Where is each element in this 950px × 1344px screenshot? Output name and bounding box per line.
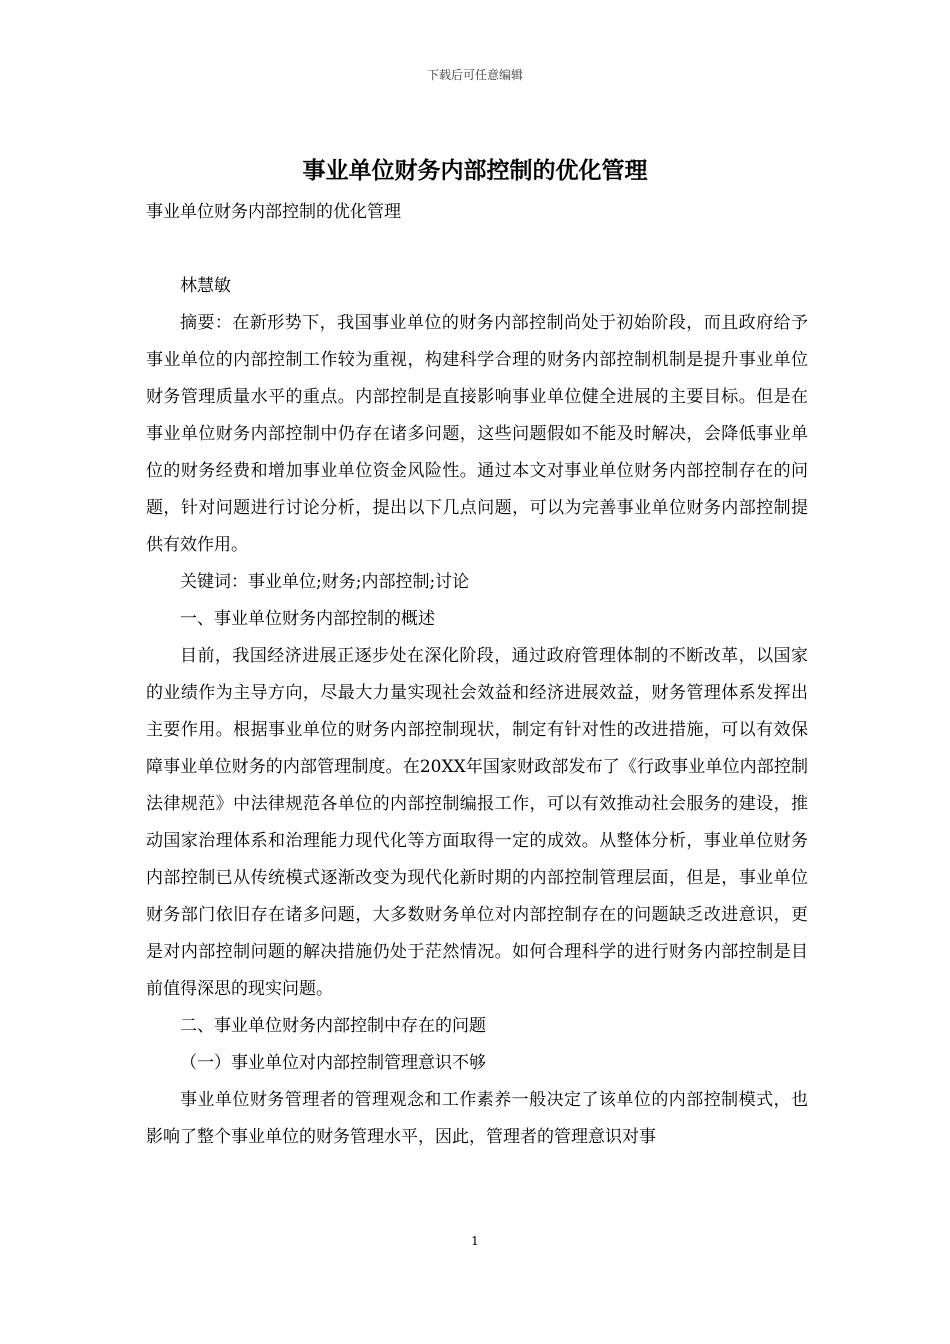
document-subtitle: 事业单位财务内部控制的优化管理 [146, 202, 401, 222]
section-1-heading: 一、事业单位财务内部控制的概述 [180, 609, 435, 629]
document-body [146, 194, 808, 1156]
page-header-note: 下载后可任意编辑 [426, 68, 523, 82]
section-2-paragraph-1: 事业单位财务管理者的管理观念和工作素养一般决定了该单位的内部控制模式，也影响了整个事业单位的财务管理水平，因此，管理者的管理意识对事 [146, 1090, 808, 1147]
section-2-heading: 二、事业单位财务内部控制中存在的问题 [180, 1016, 486, 1036]
author-name: 林慧敏 [180, 276, 231, 296]
document-title: 事业单位财务内部控制的优化管理 [302, 157, 648, 184]
abstract-paragraph: 摘要：在新形势下，我国事业单位的财务内部控制尚处于初始阶段，而且政府给予事业单位的内部控制工作较为重视，构建科学合理的财务内部控制机制是提升事业单位财务管理质量水平的重点。内部控制是直接影响事业单位健全进展的主要目标。但是在事业单位财务内部控制中仍存在诸多问题，这些问题假如不能及时解决，会降低事业单位的财务经费和增加事业单位资金风险性。通过本文对事业单位财务内部控制存在的问题，针对问题进行讨论分析，提出以下几点问题，可以为完善事业单位财务内部控制提供有效作用。 [146, 313, 808, 555]
keywords-line: 关键词：事业单位;财务;内部控制;讨论 [180, 572, 470, 592]
section-2-subheading-1: （一）事业单位对内部控制管理意识不够 [180, 1053, 486, 1073]
page-number: 1 [471, 1234, 479, 1248]
blank-line [146, 231, 808, 268]
section-1-paragraph: 目前，我国经济进展正逐步处在深化阶段，通过政府管理体制的不断改革，以国家的业绩作为主导方向，尽最大力量实现社会效益和经济进展效益，财务管理体系发挥出主要作用。根据事业单位的财务内部控制现状，制定有针对性的改进措施，可以有效保障事业单位财务的内部管理制度。在20XX年国家财政部发布了《行政事业单位内部控制法律规范》中法律规范各单位的内部控制编报工作，可以有效推动社会服务的建设，推动国家治理体系和治理能力现代化等方面取得一定的成效。从整体分析，事业单位财务内部控制已从传统模式逐渐改变为现代化新时期的内部控制管理层面，但是，事业单位财务部门依旧存在诸多问题，大多数财务单位对内部控制存在的问题缺乏改进意识，更是对内部控制问题的解决措施仍处于茫然情况。如何合理科学的进行财务内部控制是目前值得深思的现实问题。 [146, 646, 808, 999]
